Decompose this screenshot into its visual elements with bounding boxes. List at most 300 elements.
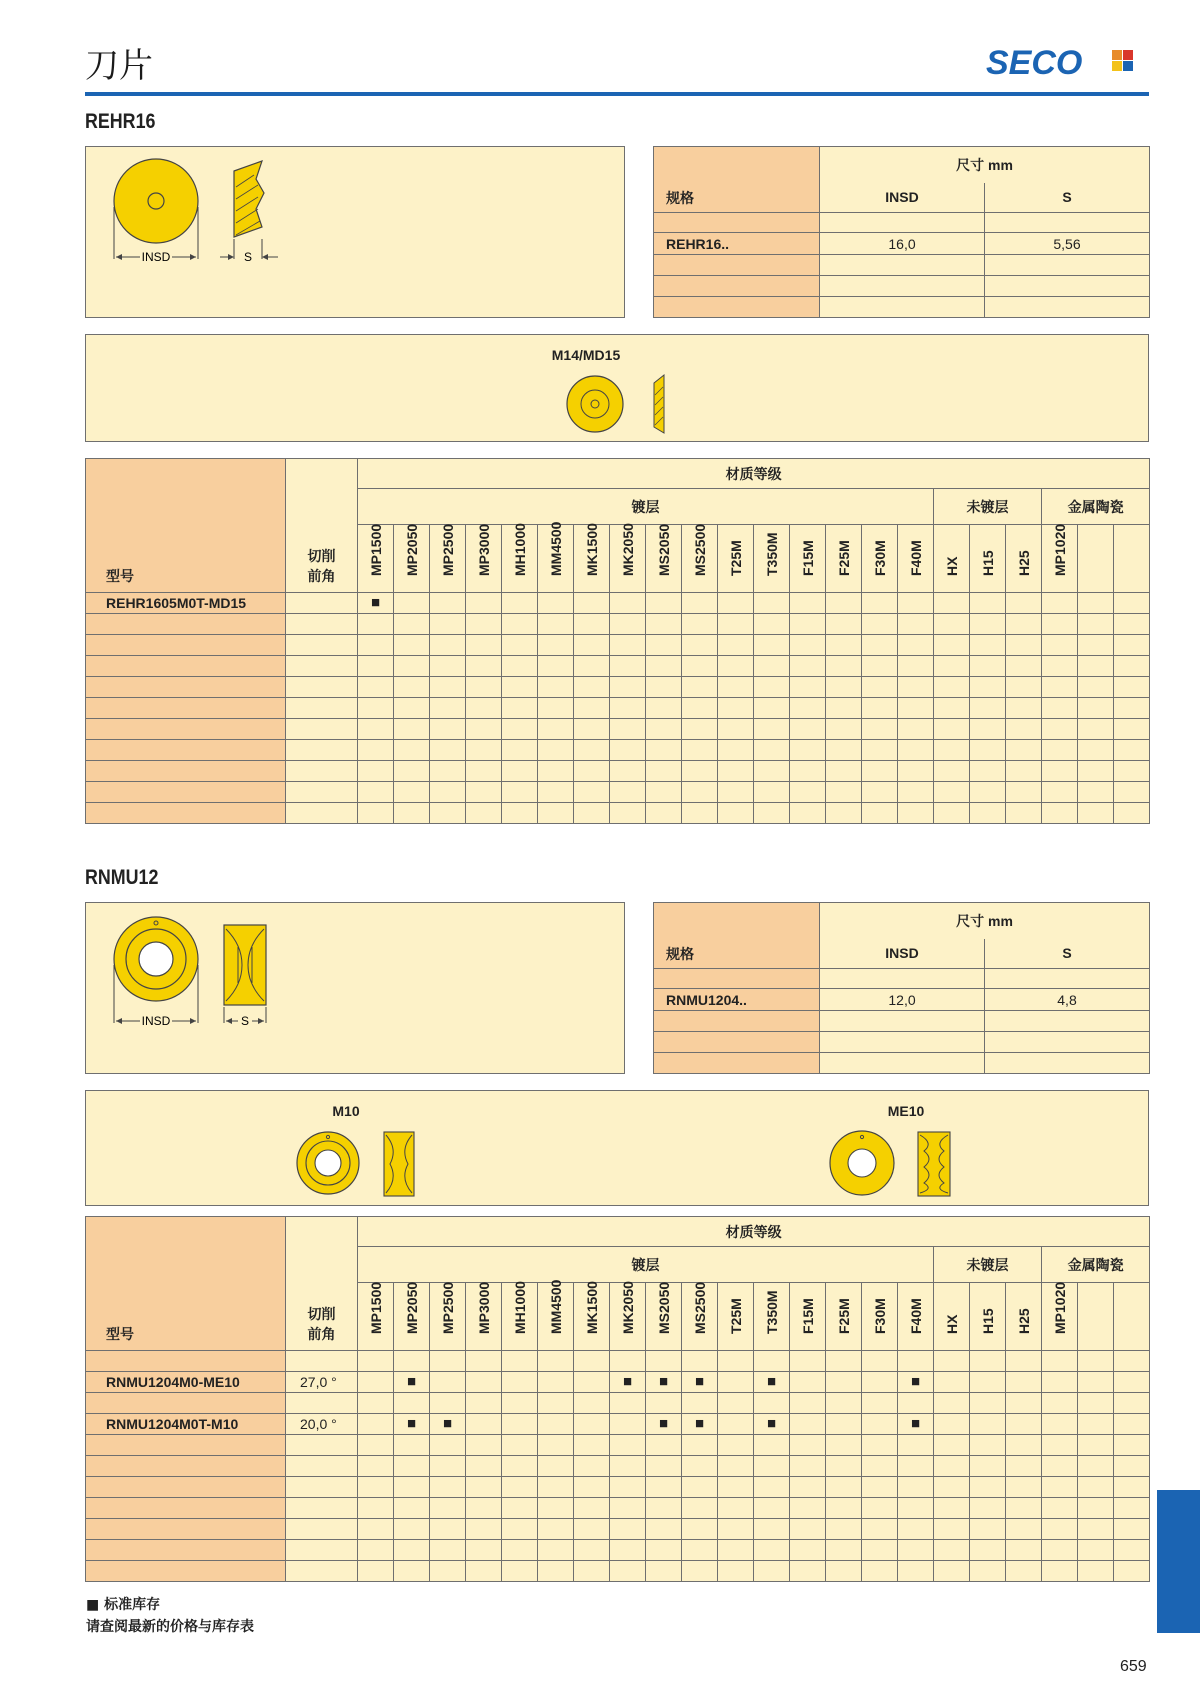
grade-column-header — [1114, 525, 1150, 593]
grade-cell — [394, 1540, 430, 1561]
empty-row — [86, 1351, 1150, 1372]
grade-cell — [898, 677, 934, 698]
grade-cell — [502, 677, 538, 698]
grade-cell — [1078, 740, 1114, 761]
grade-cell — [1114, 1540, 1150, 1561]
grade-column-header — [394, 1283, 430, 1351]
m10-insert-icon — [296, 1129, 416, 1199]
footnote-price-list: 请查阅最新的价格与库存表 — [86, 1619, 254, 1635]
grade-cell — [610, 656, 646, 677]
grade-cell — [1114, 782, 1150, 803]
grade-cell — [826, 1393, 862, 1414]
size-spec-header: 规格 — [654, 903, 820, 969]
grade-cell — [394, 1498, 430, 1519]
grade-cell — [1042, 1393, 1078, 1414]
model-cell — [86, 656, 286, 677]
geometry-label-m10: M10 — [332, 1103, 360, 1119]
grade-cell — [1042, 761, 1078, 782]
grade-column-header — [610, 525, 646, 593]
grade-cell — [538, 1414, 574, 1435]
grade-cell — [934, 1414, 970, 1435]
grade-cell — [826, 593, 862, 614]
grade-cell — [502, 1456, 538, 1477]
grade-cell — [826, 1456, 862, 1477]
grade-cell — [898, 1351, 934, 1372]
geometry-label-me10: ME10 — [887, 1103, 925, 1119]
empty-row — [86, 614, 1150, 635]
grade-cell — [1006, 803, 1042, 824]
grade-cell — [754, 677, 790, 698]
grade-cell — [1042, 1477, 1078, 1498]
model-cell — [86, 635, 286, 656]
grade-cell — [358, 1414, 394, 1435]
grade-cell — [538, 1351, 574, 1372]
grade-cell — [466, 1414, 502, 1435]
grade-cell — [1006, 782, 1042, 803]
grade-cell — [574, 1393, 610, 1414]
grade-cell — [718, 1456, 754, 1477]
grade-name: MH1000 — [511, 1281, 528, 1334]
grade-cell — [754, 740, 790, 761]
grade-cell — [1006, 1372, 1042, 1393]
grade-cell — [1114, 1435, 1150, 1456]
grade-cell — [466, 1393, 502, 1414]
empty-row — [86, 803, 1150, 824]
grade-column-header — [1006, 1283, 1042, 1351]
grade-cell — [1078, 614, 1114, 635]
grade-cell — [430, 656, 466, 677]
grade-cell — [358, 1561, 394, 1582]
grade-cell — [646, 782, 682, 803]
dims-insd-value: 12,0 — [820, 989, 985, 1011]
grade-cell — [1114, 1477, 1150, 1498]
rnmu12-geometry-panel — [85, 1090, 1149, 1206]
grade-cell — [394, 635, 430, 656]
grade-cell — [718, 593, 754, 614]
grade-cell — [430, 1540, 466, 1561]
grade-cell — [466, 1540, 502, 1561]
empty-row — [86, 635, 1150, 656]
grade-cell — [394, 782, 430, 803]
grade-column-header — [538, 1279, 574, 1351]
grade-cell — [1042, 719, 1078, 740]
grade-cell — [898, 1519, 934, 1540]
uncoated-group-header: 未镀层 — [934, 1247, 1042, 1283]
grade-cell — [1006, 1561, 1042, 1582]
grade-cell — [754, 656, 790, 677]
grade-cell — [538, 698, 574, 719]
grade-name: MP2500 — [439, 1281, 456, 1334]
grade-cell — [538, 803, 574, 824]
grade-cell — [502, 740, 538, 761]
grade-cell — [934, 1519, 970, 1540]
model-cell: RNMU1204M0T-M10 — [86, 1414, 286, 1435]
grade-cell — [754, 1561, 790, 1582]
grade-cell — [898, 698, 934, 719]
page-number: 659 — [1120, 1658, 1147, 1675]
grade-cell — [610, 614, 646, 635]
grade-cell — [430, 740, 466, 761]
grade-cell — [430, 1477, 466, 1498]
grade-cell — [682, 1498, 718, 1519]
grade-cell — [970, 761, 1006, 782]
grade-cell — [430, 698, 466, 719]
grade-cell — [718, 1561, 754, 1582]
grade-cell — [1006, 698, 1042, 719]
grade-column-header — [538, 521, 574, 593]
grade-cell — [826, 1351, 862, 1372]
grade-cell — [898, 656, 934, 677]
grade-cell — [718, 1351, 754, 1372]
empty-row — [86, 1540, 1150, 1561]
grade-column-header — [718, 525, 754, 593]
grade-cell — [1114, 1414, 1150, 1435]
grade-cell — [574, 1372, 610, 1393]
grade-cell — [646, 1414, 682, 1435]
grade-cell — [1078, 677, 1114, 698]
grade-cell — [718, 698, 754, 719]
grade-cell — [1006, 1519, 1042, 1540]
rnmu12-grade-table — [85, 1216, 1150, 1582]
grade-cell — [862, 1561, 898, 1582]
model-cell — [86, 1561, 286, 1582]
grade-cell — [1114, 1393, 1150, 1414]
grade-cell — [430, 803, 466, 824]
grade-cell — [466, 1561, 502, 1582]
grade-cell — [862, 1393, 898, 1414]
grade-cell — [646, 1456, 682, 1477]
grade-cell — [502, 635, 538, 656]
grade-cell — [934, 1393, 970, 1414]
grade-cell — [898, 719, 934, 740]
rake-cell — [286, 614, 358, 635]
grade-cell — [1078, 782, 1114, 803]
grade-cell — [610, 782, 646, 803]
grade-cell — [1042, 1435, 1078, 1456]
grade-column-header — [574, 1283, 610, 1351]
grade-column-header — [718, 1283, 754, 1351]
dims-s-value: 4,8 — [985, 989, 1150, 1011]
grade-name: MP2050 — [403, 523, 420, 576]
grade-cell — [934, 761, 970, 782]
grade-cell — [502, 614, 538, 635]
cermet-group-header: 金属陶瓷 — [1042, 1247, 1150, 1283]
grade-cell — [502, 1519, 538, 1540]
grade-cell — [358, 635, 394, 656]
grade-cell — [646, 719, 682, 740]
grade-cell — [394, 1351, 430, 1372]
grade-cell — [790, 740, 826, 761]
grade-cell — [394, 803, 430, 824]
grade-cell — [718, 803, 754, 824]
grade-cell — [1078, 1414, 1114, 1435]
grade-cell — [358, 1477, 394, 1498]
grade-cell — [466, 1498, 502, 1519]
grade-cell — [754, 1372, 790, 1393]
grade-cell — [790, 1351, 826, 1372]
grade-cell — [358, 1372, 394, 1393]
model-cell — [86, 1519, 286, 1540]
dims-mm-header: 尺寸 mm — [820, 147, 1150, 183]
grade-column-header — [646, 1283, 682, 1351]
grade-cell — [754, 614, 790, 635]
stock-mark: ■ — [910, 1373, 921, 1390]
grade-cell — [538, 761, 574, 782]
rake-cell — [286, 1540, 358, 1561]
grade-cell — [718, 782, 754, 803]
grade-cell — [826, 761, 862, 782]
grade-cell — [610, 1561, 646, 1582]
grade-cell — [430, 1351, 466, 1372]
grade-cell — [574, 1456, 610, 1477]
grade-cell — [718, 1498, 754, 1519]
grade-cell — [646, 1519, 682, 1540]
uncoated-group-header: 未镀层 — [934, 489, 1042, 525]
grade-cell — [934, 1435, 970, 1456]
grade-cell — [718, 1519, 754, 1540]
grade-cell — [430, 635, 466, 656]
grade-cell — [754, 761, 790, 782]
grade-cell — [1114, 677, 1150, 698]
grade-cell — [1042, 1372, 1078, 1393]
grade-cell — [394, 1561, 430, 1582]
grade-column-header — [646, 525, 682, 593]
grade-name: MP1500 — [367, 523, 384, 576]
grade-cell — [682, 761, 718, 782]
grade-cell — [682, 635, 718, 656]
grade-cell — [538, 635, 574, 656]
grade-cell — [574, 761, 610, 782]
grade-cell — [610, 698, 646, 719]
grade-cell — [538, 719, 574, 740]
grade-name: MP1500 — [367, 1281, 384, 1334]
grade-cell — [790, 677, 826, 698]
rake-label-line1: 切削 — [307, 1306, 336, 1322]
grade-cell — [1114, 740, 1150, 761]
grade-cell — [1114, 1561, 1150, 1582]
grade-cell — [358, 761, 394, 782]
grade-cell — [1006, 1540, 1042, 1561]
grade-cell — [538, 782, 574, 803]
rake-cell — [286, 719, 358, 740]
grade-cell — [646, 635, 682, 656]
stock-mark: ■ — [442, 1415, 453, 1432]
grade-cell — [682, 803, 718, 824]
grade-cell — [610, 719, 646, 740]
grade-cell — [1042, 593, 1078, 614]
grade-cell — [1078, 1540, 1114, 1561]
grade-cell — [862, 1435, 898, 1456]
grade-cell — [538, 677, 574, 698]
grade-column-header — [898, 1283, 934, 1351]
grade-cell — [1042, 803, 1078, 824]
grade-cell — [862, 1351, 898, 1372]
grade-cell — [1114, 1456, 1150, 1477]
grade-cell — [1042, 1498, 1078, 1519]
grade-cell — [1114, 1372, 1150, 1393]
grade-column-header — [754, 1283, 790, 1351]
section-title-rnmu12: RNMU12 — [85, 866, 159, 889]
grade-cell — [574, 803, 610, 824]
header-rule — [85, 92, 1149, 96]
stock-mark: ■ — [370, 594, 381, 611]
grade-cell — [1006, 1456, 1042, 1477]
grade-column-header — [862, 1283, 898, 1351]
grade-cell — [1042, 740, 1078, 761]
grade-cell — [358, 803, 394, 824]
grade-cell — [502, 1351, 538, 1372]
grade-cell — [718, 740, 754, 761]
grade-name: MP2500 — [439, 523, 456, 576]
grade-cell — [718, 719, 754, 740]
grade-cell — [610, 740, 646, 761]
grade-cell — [466, 698, 502, 719]
grade-cell — [826, 656, 862, 677]
grade-name: MP3000 — [475, 523, 492, 576]
grade-cell — [430, 1435, 466, 1456]
coated-group-header: 镀层 — [358, 1247, 934, 1283]
insd-header: INSD — [820, 183, 985, 213]
grade-column-header — [934, 525, 970, 593]
grade-name: MK2050 — [619, 1281, 636, 1334]
grade-column-header — [682, 525, 718, 593]
model-cell — [86, 761, 286, 782]
grade-cell — [646, 1435, 682, 1456]
rake-cell — [286, 1456, 358, 1477]
grade-cell — [682, 1477, 718, 1498]
grade-column-header — [610, 1283, 646, 1351]
grade-cell — [502, 1498, 538, 1519]
grade-name: MS2500 — [691, 523, 708, 576]
rake-label-line2: 前角 — [307, 1326, 336, 1342]
grade-cell — [1078, 719, 1114, 740]
grade-cell — [718, 1435, 754, 1456]
grade-name: F25M — [835, 540, 852, 576]
grade-cell — [1006, 635, 1042, 656]
empty-row — [86, 698, 1150, 719]
grade-cell — [754, 698, 790, 719]
grade-cell — [970, 1498, 1006, 1519]
model-cell — [86, 719, 286, 740]
grade-cell — [898, 761, 934, 782]
empty-row — [86, 677, 1150, 698]
grade-cell — [1078, 1498, 1114, 1519]
grade-cell — [790, 1519, 826, 1540]
grade-column-header — [502, 1283, 538, 1351]
grade-cell — [1078, 1561, 1114, 1582]
grade-cell — [682, 656, 718, 677]
grade-cell — [1006, 1477, 1042, 1498]
grade-cell — [898, 1456, 934, 1477]
grade-name: T350M — [763, 532, 780, 576]
section-title-rehr16: REHR16 — [85, 110, 156, 133]
empty-row — [86, 761, 1150, 782]
grade-cell — [394, 740, 430, 761]
grade-cell — [466, 740, 502, 761]
grade-column-header — [790, 525, 826, 593]
grade-column-header — [826, 1283, 862, 1351]
model-cell — [86, 614, 286, 635]
grade-name: F30M — [871, 1298, 888, 1334]
rake-cell — [286, 740, 358, 761]
grade-cell — [970, 593, 1006, 614]
grade-name: MS2050 — [655, 1281, 672, 1334]
grade-cell — [430, 1561, 466, 1582]
grade-cell — [538, 740, 574, 761]
stock-mark: ■ — [910, 1415, 921, 1432]
rehr16-drawing-panel — [85, 146, 625, 318]
grade-cell — [574, 1498, 610, 1519]
grade-cell — [826, 1540, 862, 1561]
grade-cell — [682, 614, 718, 635]
grade-cell — [970, 1435, 1006, 1456]
grade-cell — [502, 1414, 538, 1435]
stock-mark: ■ — [406, 1373, 417, 1390]
rehr16-insert-drawing — [86, 147, 626, 319]
stock-mark: ■ — [694, 1373, 705, 1390]
rake-cell — [286, 1435, 358, 1456]
grade-cell — [1042, 1540, 1078, 1561]
grade-cell — [538, 1519, 574, 1540]
grade-cell — [934, 1351, 970, 1372]
grade-cell — [1042, 677, 1078, 698]
grade-cell — [646, 1561, 682, 1582]
grade-name: F25M — [835, 1298, 852, 1334]
grade-cell — [394, 761, 430, 782]
grade-cell — [970, 1414, 1006, 1435]
grade-cell — [898, 1372, 934, 1393]
grade-cell — [646, 1477, 682, 1498]
grade-column-header — [898, 525, 934, 593]
grade-cell — [718, 614, 754, 635]
rake-angle-header — [286, 1217, 358, 1351]
stock-mark: ■ — [694, 1415, 705, 1432]
grade-cell — [574, 1561, 610, 1582]
rake-cell — [286, 677, 358, 698]
grade-cell — [898, 593, 934, 614]
grade-cell — [898, 1435, 934, 1456]
grade-cell — [934, 740, 970, 761]
dims-spec-value: REHR16.. — [654, 233, 820, 255]
stock-mark: ■ — [658, 1415, 669, 1432]
grade-cell — [862, 740, 898, 761]
grade-cell — [934, 677, 970, 698]
grade-cell — [682, 740, 718, 761]
grade-cell — [682, 1414, 718, 1435]
grade-cell — [466, 1477, 502, 1498]
grade-cell — [1006, 1435, 1042, 1456]
grade-cell — [754, 1393, 790, 1414]
grade-cell — [466, 803, 502, 824]
grade-cell — [574, 656, 610, 677]
grade-name: H25 — [1015, 550, 1032, 576]
grade-cell — [718, 677, 754, 698]
grade-cell — [1114, 614, 1150, 635]
grade-cell — [790, 698, 826, 719]
grade-cell — [790, 635, 826, 656]
grade-cell — [826, 719, 862, 740]
grade-column-header — [574, 525, 610, 593]
grade-cell — [394, 614, 430, 635]
grade-name: H25 — [1015, 1308, 1032, 1334]
grade-cell — [826, 740, 862, 761]
table-row — [86, 593, 1150, 614]
grade-cell — [574, 1477, 610, 1498]
grade-cell — [1042, 1414, 1078, 1435]
grade-cell — [826, 1414, 862, 1435]
grade-cell — [358, 1456, 394, 1477]
grade-cell — [574, 1435, 610, 1456]
